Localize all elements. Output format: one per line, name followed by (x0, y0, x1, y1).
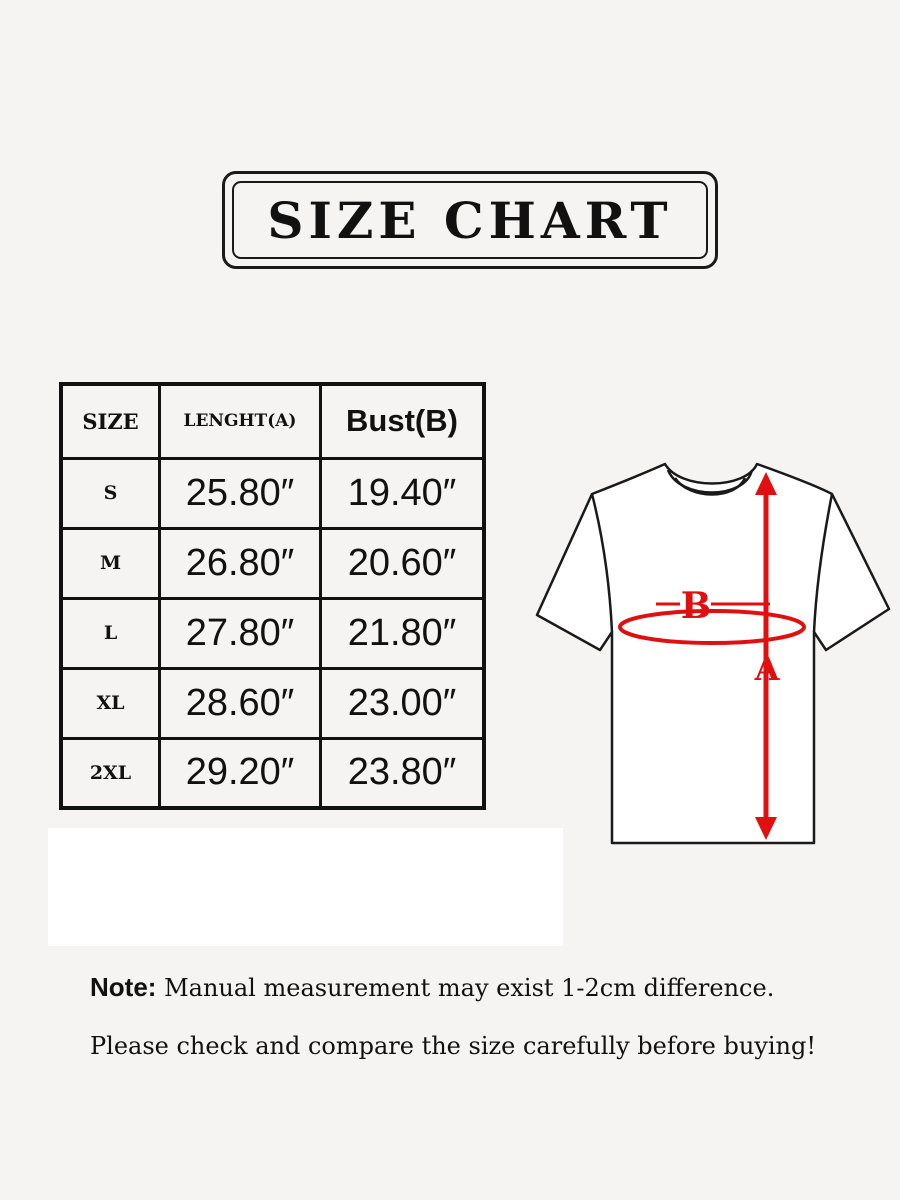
header-bust: Bust(B) (321, 384, 485, 458)
table-row (61, 668, 484, 738)
table-row (61, 738, 484, 808)
size-cell: L (61, 598, 160, 668)
tshirt-icon (535, 455, 895, 855)
length-cell: 29.20″ (160, 738, 321, 808)
size-cell: 2XL (61, 738, 160, 808)
note-text-2: Please check and compare the size carefully before buying! (90, 1032, 817, 1060)
page-title: SIZE CHART (267, 190, 673, 250)
label-b: B (680, 585, 712, 627)
length-cell: 25.80″ (160, 458, 321, 528)
table-row (61, 528, 484, 598)
note-line-1 (90, 972, 774, 1003)
size-cell: S (61, 458, 160, 528)
length-cell: 27.80″ (160, 598, 321, 668)
bust-cell: 21.80″ (321, 598, 485, 668)
note-line-2 (90, 1032, 816, 1060)
size-table (59, 382, 486, 810)
blank-panel (48, 828, 563, 946)
title-frame (222, 171, 718, 269)
note-label: Note: (90, 972, 157, 1002)
note-text-1: Manual measurement may exist 1-2cm difference. (164, 974, 775, 1002)
length-cell: 28.60″ (160, 668, 321, 738)
table-row (61, 598, 484, 668)
length-cell: 26.80″ (160, 528, 321, 598)
bust-cell: 19.40″ (321, 458, 485, 528)
table-header-row (61, 384, 484, 458)
size-cell: M (61, 528, 160, 598)
bust-cell: 23.00″ (321, 668, 485, 738)
header-length: LENGHT(A) (160, 384, 321, 458)
size-cell: XL (61, 668, 160, 738)
bust-cell: 20.60″ (321, 528, 485, 598)
title-inner-frame (232, 181, 708, 259)
label-a: A (754, 650, 780, 688)
table-row (61, 458, 484, 528)
bust-cell: 23.80″ (321, 738, 485, 808)
header-size: SIZE (61, 384, 160, 458)
